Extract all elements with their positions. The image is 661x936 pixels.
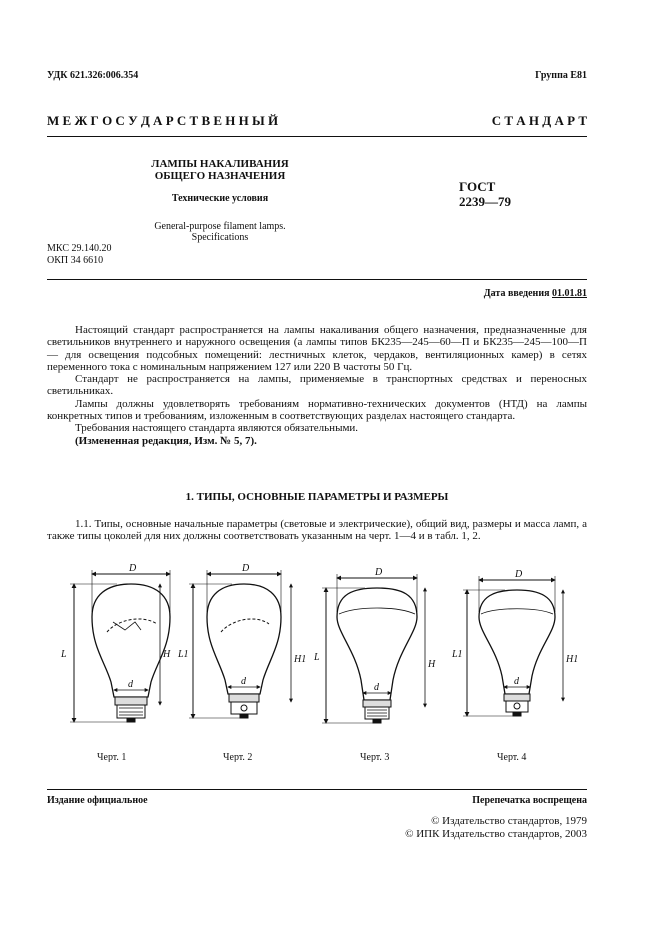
drawing-3: [322, 574, 425, 723]
official-edition-label: Издание официальное: [47, 795, 148, 806]
intro-text: [47, 324, 587, 447]
drawing-1-base: [115, 697, 147, 705]
drawing-3-caption: Черт. 3: [360, 752, 390, 762]
drawing-4-label-d: d: [514, 676, 519, 687]
standard-band-word2: С Т А Н Д А Р Т: [491, 113, 587, 128]
drawing-2-base: [229, 694, 259, 702]
copyright-block: [405, 815, 587, 841]
english-title: [120, 221, 320, 243]
document-subtitle: Технические условия: [171, 193, 269, 204]
drawing-4: [463, 576, 563, 716]
drawing-2-label-D: D: [242, 563, 250, 574]
effective-date-value: 01.01.81: [552, 288, 587, 299]
effective-date: [484, 288, 587, 299]
drawing-1-label-D: D: [129, 563, 137, 574]
section-heading: 1. ТИПЫ, ОСНОВНЫЕ ПАРАМЕТРЫ И РАЗМЕРЫ: [185, 491, 449, 503]
drawing-3-base: [363, 700, 391, 707]
drawing-4-label-D: D: [515, 569, 523, 580]
drawing-1: [70, 570, 170, 722]
effective-date-label: Дата введения: [483, 288, 550, 299]
drawing-2-label-H: H1: [294, 654, 307, 665]
drawing-3-label-L: L: [314, 652, 320, 663]
drawing-3-label-H: H: [428, 659, 436, 670]
drawing-1-label-H: H: [163, 649, 171, 660]
intro-paragraph-2: Стандарт не распространяется на лампы, применяемые в транспортных средствах и переносных светильниках.: [47, 373, 587, 398]
drawing-4-label-L: L1: [452, 649, 463, 660]
intro-paragraph-4: Требования настоящего стандарта являются обязательными.: [75, 422, 359, 435]
drawing-4-caption: Черт. 4: [497, 752, 527, 762]
group-code: Группа E81: [535, 70, 587, 81]
english-title-line-2: Specifications: [191, 232, 249, 243]
drawing-2-label-L: L1: [178, 649, 189, 660]
drawing-2: [189, 570, 291, 718]
intro-paragraph-1: Настоящий стандарт распространяется на лампы накаливания общего назначения, предназначенные для светильников внутреннего и наружного освещения (а лампы типов БК235—245—60—П и БК235—245—100—П — для освещения подсобных помещений: лестничных клеток, чердаков, вентиляционных камер) в сетях переменного тока с номинальным напряжением 127 или 220 В частоты 50 Гц.: [47, 324, 587, 373]
udk-code: УДК 621.326:006.354: [47, 70, 139, 81]
gost-label: ГОСТ: [459, 179, 496, 194]
drawing-1-caption: Черт. 1: [97, 752, 127, 762]
drawing-1-label-L: L: [61, 649, 67, 660]
english-title-line-1: General-purpose filament lamps.: [154, 221, 286, 232]
clause-1-1: [47, 518, 587, 543]
drawing-2-caption: Черт. 2: [223, 752, 253, 762]
gost-designation: [459, 179, 511, 209]
intro-paragraph-3: Лампы должны удовлетворять требованиям нормативно-технических документов (НТД) на лампы конкретных типов и требованиям, изложенным в соответствующих разделах настоящего стандарта.: [47, 397, 587, 423]
standard-band-word1: М Е Ж Г О С У Д А Р С Т В Е Н Н Ы Й: [47, 113, 279, 128]
drawing-3-label-d: d: [374, 682, 379, 693]
gost-number: 2239—79: [459, 194, 511, 209]
footer-rule: [47, 789, 587, 790]
title-line-2: ОБЩЕГО НАЗНАЧЕНИЯ: [154, 170, 286, 182]
drawing-2-label-d: d: [241, 676, 246, 687]
lamp-drawings: [47, 562, 587, 762]
okp-code: ОКП 34 6610: [47, 255, 104, 266]
clause-1-1-text: 1.1. Типы, основные начальные параметры (световые и электрические), общий вид, размеры и масса ламп, а также типы цоколей для них должны соответствовать указанным на черт. 1—4 и в табл. 1, 2.: [47, 518, 587, 543]
drawing-4-label-H: H1: [566, 654, 579, 665]
mks-code: МКС 29.140.20: [47, 243, 112, 254]
mid-rule: [47, 279, 587, 280]
drawing-1-label-d: d: [128, 679, 133, 690]
title-line-1: ЛАМПЫ НАКАЛИВАНИЯ: [151, 158, 289, 170]
reprint-prohibited-label: Перепечатка воспрещена: [472, 795, 587, 806]
top-rule: [47, 136, 587, 137]
drawing-4-base: [504, 694, 530, 701]
copyright-line-2: © ИПК Издательство стандартов, 2003: [405, 828, 587, 840]
copyright-line-1: © Издательство стандартов, 1979: [431, 815, 587, 827]
drawing-3-label-D: D: [375, 567, 383, 578]
intro-paragraph-5: (Измененная редакция, Изм. № 5, 7).: [75, 434, 257, 447]
classification-codes: [47, 243, 111, 267]
document-title: [120, 158, 320, 182]
standard-band: [47, 113, 587, 129]
